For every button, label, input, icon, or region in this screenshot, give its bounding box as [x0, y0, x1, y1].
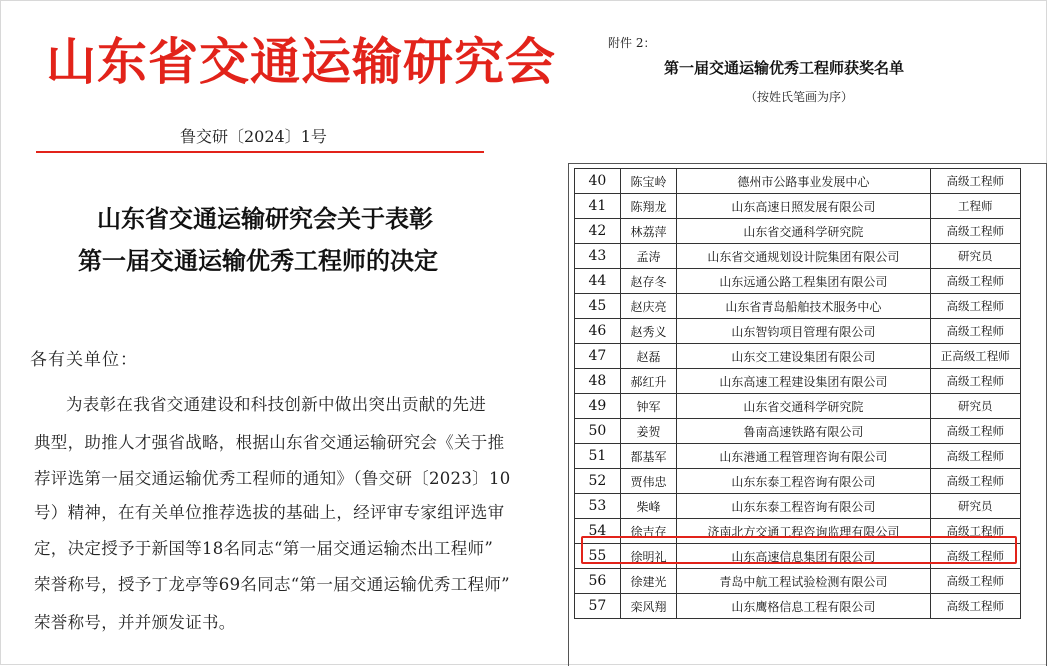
row-number: 43 — [575, 244, 621, 269]
recipient-title: 高级工程师 — [930, 469, 1021, 494]
recipient-name: 贾伟忠 — [620, 469, 676, 494]
highlighted-row-marker — [581, 536, 1017, 564]
recipient-organization: 山东智钧项目管理有限公司 — [677, 319, 930, 344]
table-row — [575, 244, 1021, 269]
recipient-organization: 山东高速日照发展有限公司 — [677, 194, 930, 219]
recipient-name: 赵庆亮 — [620, 294, 676, 319]
table-row — [575, 469, 1021, 494]
recipient-title: 高级工程师 — [930, 594, 1021, 619]
recipient-organization: 山东省交通科学研究院 — [677, 394, 930, 419]
recipient-name: 孟涛 — [620, 244, 676, 269]
recipient-title: 高级工程师 — [930, 444, 1021, 469]
recipient-title: 高级工程师 — [930, 294, 1021, 319]
table-row — [575, 444, 1021, 469]
recipient-name: 栾风翔 — [620, 594, 676, 619]
body-line-5: 定，决定授予于新国等18名同志“第一届交通运输杰出工程师” — [34, 539, 494, 558]
recipient-organization: 山东鹰格信息工程有限公司 — [677, 594, 930, 619]
decision-title-line-1: 山东省交通运输研究会关于表彰 — [97, 204, 433, 233]
row-number: 40 — [575, 169, 621, 194]
recipient-organization: 德州市公路事业发展中心 — [677, 169, 930, 194]
table-row — [575, 394, 1021, 419]
recipient-organization: 山东省青岛船舶技术服务中心 — [677, 294, 930, 319]
table-row — [575, 594, 1021, 619]
recipient-title: 高级工程师 — [930, 544, 1021, 569]
award-list-title: 第一届交通运输优秀工程师获奖名单 — [664, 59, 905, 77]
attachment-label: 附件 2： — [608, 36, 656, 50]
recipient-name: 柴峰 — [620, 494, 676, 519]
row-number: 46 — [575, 319, 621, 344]
recipient-title: 高级工程师 — [930, 169, 1021, 194]
recipient-organization: 济南北方交通工程咨询监理有限公司 — [677, 519, 930, 544]
recipient-title: 高级工程师 — [930, 219, 1021, 244]
recipient-name: 赵存冬 — [620, 269, 676, 294]
recipient-name: 姜贺 — [620, 419, 676, 444]
row-number: 45 — [575, 294, 621, 319]
award-list-subtitle: （按姓氏笔画为序） — [745, 90, 854, 104]
row-number: 51 — [575, 444, 621, 469]
table-row — [575, 419, 1021, 444]
row-number: 52 — [575, 469, 621, 494]
recipient-title: 高级工程师 — [930, 419, 1021, 444]
recipient-title: 工程师 — [930, 194, 1021, 219]
table-row — [575, 269, 1021, 294]
row-number: 48 — [575, 369, 621, 394]
recipient-organization: 山东东泰工程咨询有限公司 — [677, 469, 930, 494]
recipient-name: 林荔萍 — [620, 219, 676, 244]
row-number: 53 — [575, 494, 621, 519]
decision-title-line-2: 第一届交通运输优秀工程师的决定 — [78, 246, 438, 275]
recipient-title: 高级工程师 — [930, 369, 1021, 394]
row-number: 54 — [575, 519, 621, 544]
recipient-title: 高级工程师 — [930, 269, 1021, 294]
letterhead-red-rule — [36, 151, 484, 153]
recipient-organization: 山东省交通科学研究院 — [677, 219, 930, 244]
body-line-4: 号）精神，在有关单位推荐选拔的基础上，经评审专家组评选审 — [34, 503, 505, 522]
award-list-page — [540, 0, 1047, 665]
recipient-title: 高级工程师 — [930, 569, 1021, 594]
recipient-organization: 山东高速信息集团有限公司 — [677, 544, 930, 569]
body-line-6: 荣誉称号，授予丁龙亭等69名同志“第一届交通运输优秀工程师” — [34, 575, 510, 594]
recipient-name: 徐吉存 — [620, 519, 676, 544]
recipient-name: 郝红升 — [620, 369, 676, 394]
recipient-name: 钟军 — [620, 394, 676, 419]
recipient-organization: 山东远通公路工程集团有限公司 — [677, 269, 930, 294]
award-table-frame — [568, 163, 1047, 666]
recipient-organization: 山东东泰工程咨询有限公司 — [677, 494, 930, 519]
table-row — [575, 294, 1021, 319]
row-number: 50 — [575, 419, 621, 444]
recipient-organization: 山东港通工程管理咨询有限公司 — [677, 444, 930, 469]
recipient-title: 研究员 — [930, 244, 1021, 269]
recipient-organization: 鲁南高速铁路有限公司 — [677, 419, 930, 444]
row-number: 57 — [575, 594, 621, 619]
table-row — [575, 369, 1021, 394]
body-line-7: 荣誉称号，并并颁发证书。 — [34, 613, 236, 632]
body-line-2: 典型，助推人才强省战略，根据山东省交通运输研究会《关于推 — [34, 433, 505, 452]
table-row — [575, 344, 1021, 369]
body-line-1: 为表彰在我省交通建设和科技创新中做出突出贡献的先进 — [66, 395, 486, 414]
recipient-title: 高级工程师 — [930, 519, 1021, 544]
org-letterhead-title: 山东省交通运输研究会 — [46, 32, 556, 91]
document-number: 鲁交研〔2024〕1号 — [180, 127, 327, 146]
recipient-organization: 山东高速工程建设集团有限公司 — [677, 369, 930, 394]
table-row — [575, 569, 1021, 594]
salutation: 各有关单位： — [30, 350, 138, 370]
recipient-name: 徐建光 — [620, 569, 676, 594]
row-number: 55 — [575, 544, 621, 569]
row-number: 47 — [575, 344, 621, 369]
recipient-organization: 青岛中航工程试验检测有限公司 — [677, 569, 930, 594]
row-number: 42 — [575, 219, 621, 244]
recipient-organization: 山东省交通规划设计院集团有限公司 — [677, 244, 930, 269]
table-row — [575, 494, 1021, 519]
row-number: 41 — [575, 194, 621, 219]
recipient-title: 研究员 — [930, 394, 1021, 419]
recipient-name: 赵秀义 — [620, 319, 676, 344]
table-row — [575, 169, 1021, 194]
row-number: 44 — [575, 269, 621, 294]
table-row — [575, 319, 1021, 344]
recipient-name: 赵磊 — [620, 344, 676, 369]
recipient-name: 陈宝岭 — [620, 169, 676, 194]
recipient-organization: 山东交工建设集团有限公司 — [677, 344, 930, 369]
recipient-title: 研究员 — [930, 494, 1021, 519]
recipient-name: 徐明礼 — [620, 544, 676, 569]
recipient-name: 陈翔龙 — [620, 194, 676, 219]
table-row — [575, 194, 1021, 219]
body-line-3: 荐评选第一届交通运输优秀工程师的通知》（鲁交研〔2023〕10 — [34, 469, 511, 488]
recipient-title: 高级工程师 — [930, 319, 1021, 344]
row-number: 49 — [575, 394, 621, 419]
recipient-name: 都基军 — [620, 444, 676, 469]
recipient-title: 正高级工程师 — [930, 344, 1021, 369]
table-row — [575, 219, 1021, 244]
row-number: 56 — [575, 569, 621, 594]
